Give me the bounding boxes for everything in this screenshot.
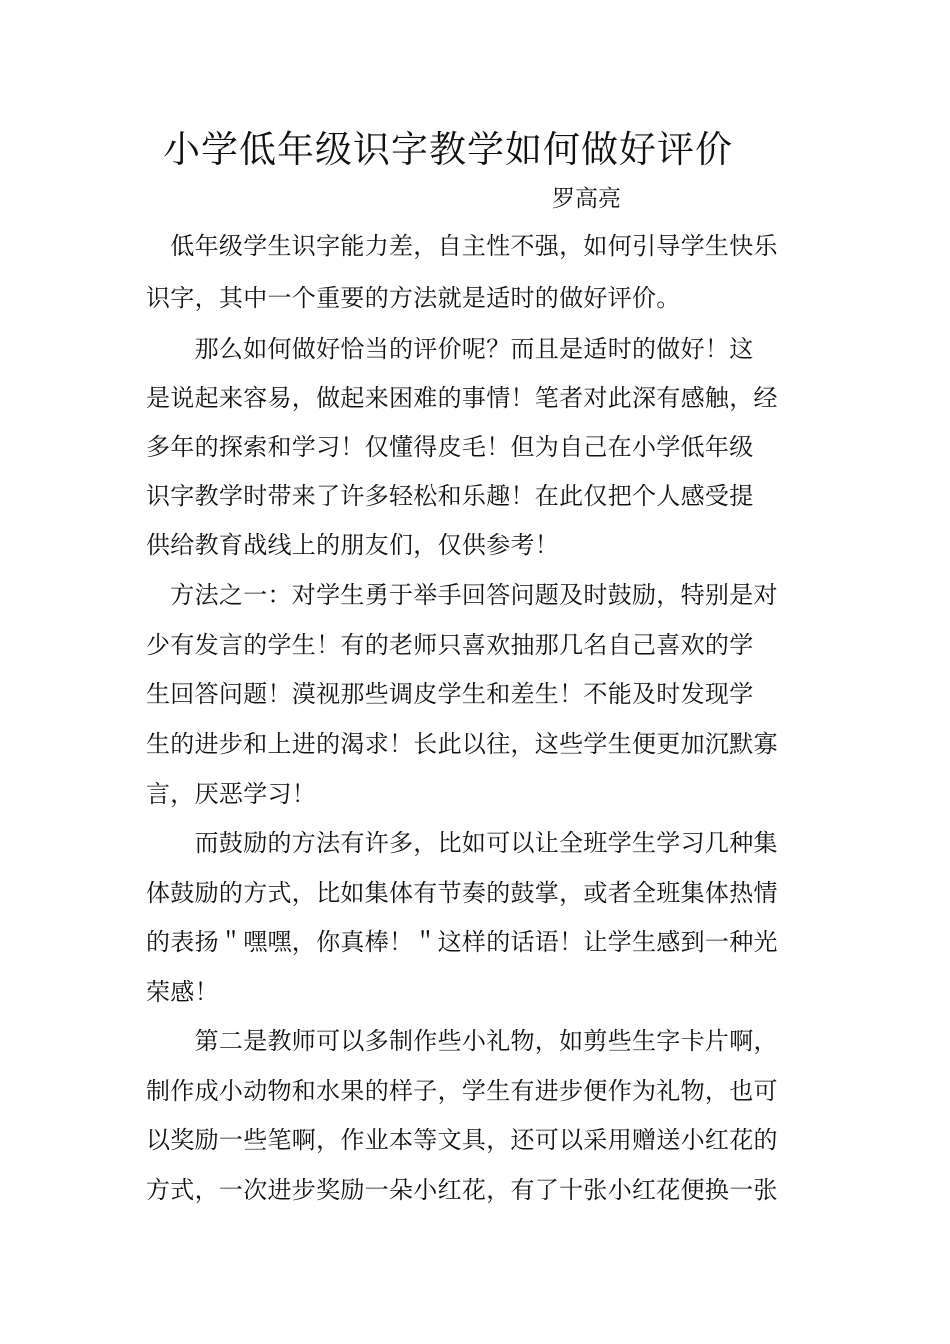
body-line: 方式，一次进步奖励一朵小红花，有了十张小红花便换一张 [146, 1176, 778, 1204]
body-line: 是说起来容易，做起来困难的事情！笔者对此深有感触，经 [146, 384, 778, 412]
body-line: 制作成小动物和水果的样子，学生有进步便作为礼物，也可 [146, 1077, 778, 1105]
body-line: 那么如何做好恰当的评价呢？而且是适时的做好！这 [146, 335, 754, 363]
body-line: 生的进步和上进的渴求！长此以往，这些学生便更加沉默寡 [146, 730, 778, 758]
body-line: 体鼓励的方式，比如集体有节奏的鼓掌，或者全班集体热情 [146, 879, 778, 907]
body-line: 荣感！ [146, 978, 219, 1006]
body-line: 供给教育战线上的朋友们，仅供参考！ [146, 531, 560, 559]
body-line: 以奖励一些笔啊，作业本等文具，还可以采用赠送小红花的 [146, 1126, 778, 1154]
body-line: 低年级学生识字能力差，自主性不强，如何引导学生快乐 [146, 232, 778, 260]
body-line: 言，厌恶学习！ [146, 780, 317, 808]
body-line: 识字教学时带来了许多轻松和乐趣！在此仅把个人感受提 [146, 482, 754, 510]
author-name: 罗高亮 [552, 186, 621, 212]
body-line: 识字，其中一个重要的方法就是适时的做好评价。 [146, 284, 681, 312]
body-line: 少有发言的学生！有的老师只喜欢抽那几名自己喜欢的学 [146, 631, 754, 659]
body-line: 方法之一：对学生勇于举手回答问题及时鼓励，特别是对 [146, 581, 778, 609]
body-line: 而鼓励的方法有许多，比如可以让全班学生学习几种集 [146, 829, 778, 857]
body-line: 多年的探索和学习！仅懂得皮毛！但为自己在小学低年级 [146, 433, 754, 461]
body-line: 第二是教师可以多制作些小礼物，如剪些生字卡片啊， [146, 1027, 778, 1055]
body-line: 生回答问题！漠视那些调皮学生和差生！不能及时发现学 [146, 680, 754, 708]
body-line: 的表扬＂嘿嘿，你真棒！＂这样的话语！让学生感到一种光 [146, 928, 778, 956]
document-title: 小学低年级识字教学如何做好评价 [163, 128, 733, 171]
